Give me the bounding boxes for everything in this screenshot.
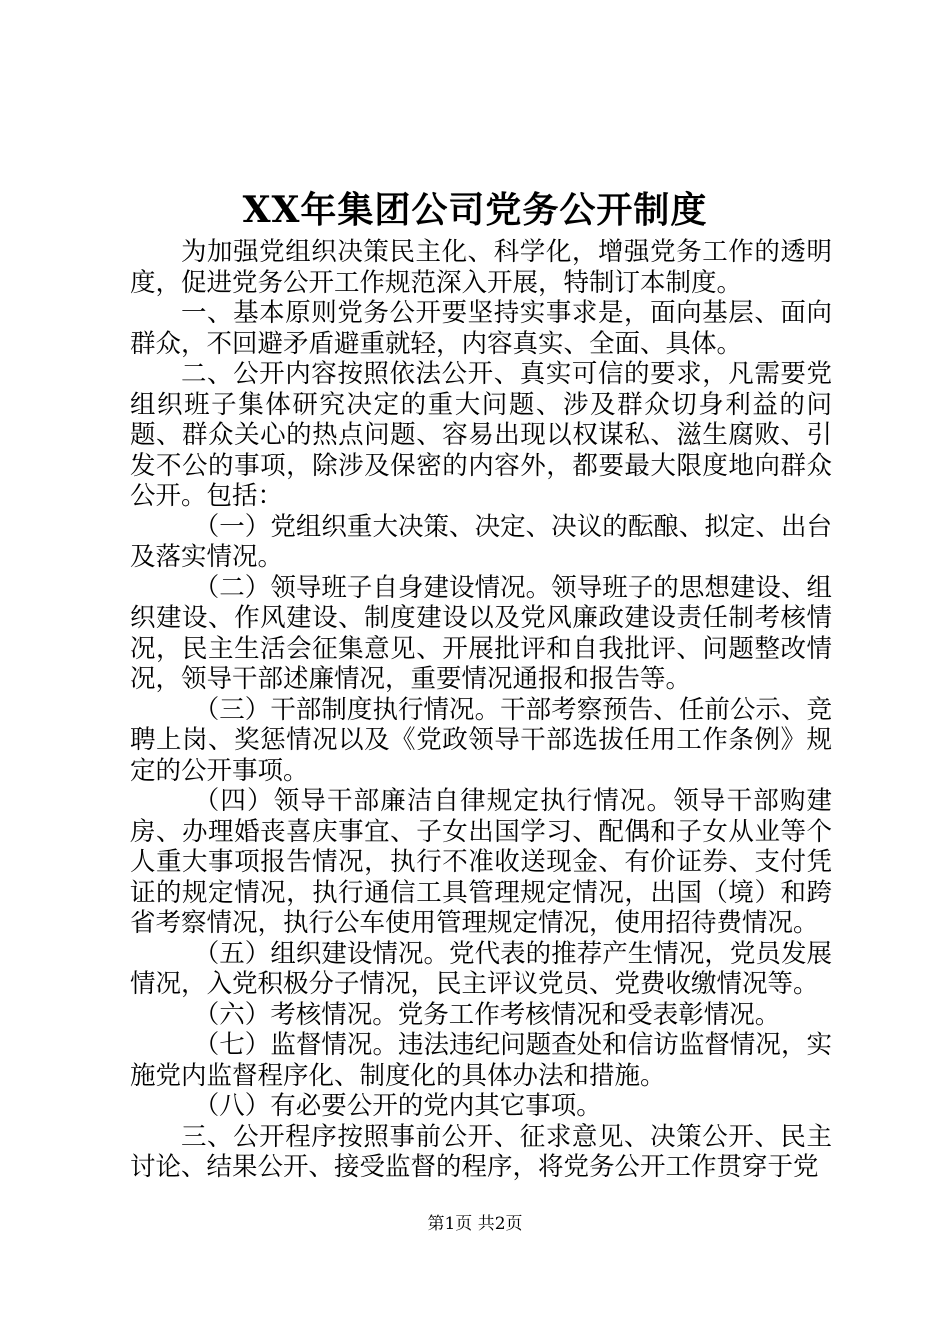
paragraph-section-1: 一、基本原则党务公开要坚持实事求是，面向基层、面向群众，不回避矛盾避重就轻，内容真实、全面、具体。 (130, 298, 832, 359)
paragraph-item-7: （七）监督情况。违法违纪问题查处和信访监督情况，实施党内监督程序化、制度化的具体办法和措施。 (130, 1030, 832, 1091)
paragraph-item-3: （三）干部制度执行情况。干部考察预告、任前公示、竞聘上岗、奖惩情况以及《党政领导干部选拔任用工作条例》规定的公开事项。 (130, 694, 832, 786)
paragraph-item-6: （六）考核情况。党务工作考核情况和受表彰情况。 (193, 999, 781, 1030)
document-body (130, 237, 832, 1183)
paragraph-item-4: （四）领导干部廉洁自律规定执行情况。领导干部购建房、办理婚丧喜庆事宜、子女出国学习、配偶和子女从业等个人重大事项报告情况，执行不准收送现金、有价证券、支付凭证的规定情况，执行通信工具管理规定情况，出国（境）和跨省考察情况，执行公车使用管理规定情况，使用招待费情况。 (130, 786, 832, 938)
paragraph-item-5: （五）组织建设情况。党代表的推荐产生情况，党员发展情况，入党积极分子情况，民主评议党员、党费收缴情况等。 (130, 938, 832, 999)
paragraph-item-8: （八）有必要公开的党内其它事项。 (193, 1091, 602, 1121)
paragraph-item-1: （一）党组织重大决策、决定、决议的酝酿、拟定、出台及落实情况。 (130, 511, 832, 572)
page-footer: 第1页 共2页 (427, 1214, 523, 1234)
paragraph-section-2: 二、公开内容按照依法公开、真实可信的要求，凡需要党组织班子集体研究决定的重大问题、涉及群众切身利益的问题、群众关心的热点问题、容易出现以权谋私、滋生腐败、引发不公的事项，除涉及保密的内容外，都要最大限度地向群众公开。包括： (130, 359, 832, 511)
paragraph-intro: 为加强党组织决策民主化、科学化，增强党务工作的透明度，促进党务公开工作规范深入开展，特制订本制度。 (130, 237, 832, 298)
paragraph-section-3: 三、公开程序按照事前公开、征求意见、决策公开、民主讨论、结果公开、接受监督的程序，将党务公开工作贯穿于党 (130, 1121, 832, 1182)
paragraph-item-2: （二）领导班子自身建设情况。领导班子的思想建设、组织建设、作风建设、制度建设以及党风廉政建设责任制考核情况，民主生活会征集意见、开展批评和自我批评、问题整改情况，领导干部述廉情况，重要情况通报和报告等。 (130, 572, 832, 694)
document-title: XX年集团公司党务公开制度 (242, 189, 708, 231)
